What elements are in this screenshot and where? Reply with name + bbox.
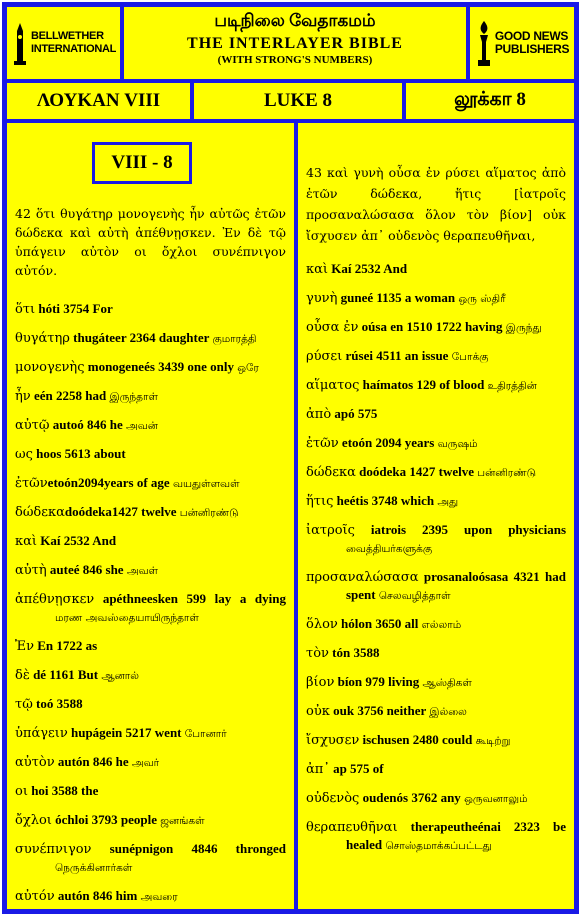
word-entry (15, 666, 286, 685)
word-entry (306, 760, 566, 779)
translit-strong-english: dé 1161 But (29, 667, 102, 682)
greek-word: ρύσει (306, 349, 343, 364)
word-entry (306, 615, 566, 634)
tamil-gloss: இருந்தாள் (109, 391, 158, 403)
tamil-gloss: வருஷம் (437, 438, 478, 450)
word-entry (15, 887, 286, 906)
torch-icon (475, 20, 493, 66)
translit-strong-english: toó 3588 (32, 696, 83, 711)
greek-word: αὐτῷ (15, 418, 50, 433)
greek-word: ἥτις (306, 494, 334, 509)
greek-word: ἀπ᾽ (306, 762, 330, 777)
translit-strong-english: iatrois 2395 upon physicians (354, 522, 566, 537)
good-news-logo (467, 4, 577, 82)
translit-strong-english: sunépnigon 4846 thronged (91, 841, 286, 856)
word-entry (15, 532, 286, 551)
greek-word: θυγάτηρ (15, 331, 70, 346)
greek-word: τὸν (306, 646, 329, 661)
word-entry (306, 731, 566, 750)
tamil-gloss: செலவழித்தாள் (378, 590, 451, 602)
translit-strong-english: oudenós 3762 any (359, 790, 465, 805)
word-entry (15, 782, 286, 801)
greek-word: ὄχλοι (15, 813, 52, 828)
translit-strong-english: hólon 3650 all (337, 616, 422, 631)
title-subtitle: (WITH STRONG'S NUMBERS) (217, 54, 373, 66)
verse-43-text: 43 καὶ γυνὴ οὖσα ἐν ρύσει αἵματος ἀπὸ ἐτῶν δώδεκα, ἥτις [ἰατροῖς προσαναλώσασα ὅλον τὸν βίον] οὐκ ἴσχυσεν ἀπ᾽ οὐδενὸς θεραπευθῆναι, (306, 165, 566, 243)
word-entry (15, 358, 286, 377)
translit-strong-english: prosanaloósasa 4321 had spent (346, 569, 566, 602)
translit-strong-english: guneé 1135 a woman (337, 290, 459, 305)
tamil-gloss: போக்கு (451, 351, 489, 363)
translit-strong-english: óchloi 3793 people (51, 812, 161, 827)
greek-word: ὑπάγειν (15, 726, 68, 741)
word-entry (15, 561, 286, 580)
tamil-gloss: இல்லை (429, 706, 467, 718)
tamil-gloss: உதிரத்தின் (487, 380, 537, 392)
tamil-gloss: வயதுள்ளவள் (172, 478, 240, 490)
word-entry (15, 445, 286, 464)
translit-strong-english: ap 575 of (329, 761, 384, 776)
word-entry (15, 300, 286, 319)
greek-word: οι (15, 784, 28, 799)
tamil-gloss: போனார் (184, 728, 227, 740)
greek-word: προσαναλώσασα (306, 570, 419, 585)
translit-strong-english: Kaí 2532 And (37, 533, 117, 548)
word-entry (306, 789, 566, 808)
greek-word: τῷ (15, 697, 33, 712)
tamil-gloss: அவரை (140, 891, 178, 903)
translit-strong-english: apéthneesken 599 lay a dying (94, 591, 286, 606)
left-entries (15, 300, 286, 906)
translit-strong-english: etoón 2094 years (338, 435, 438, 450)
translit-strong-english: tón 3588 (328, 645, 380, 660)
word-entry (15, 811, 286, 830)
book-greek: ΛΟΥΚΑΝ VIII (4, 80, 193, 122)
tamil-gloss: வைத்தியர்களுக்கு (346, 543, 433, 555)
tamil-gloss: மரண அவஸ்தையாயிருந்தாள் (55, 612, 199, 624)
greek-word: συνέπνιγον (15, 842, 92, 857)
greek-word: ἰατροῖς (306, 523, 355, 538)
greek-word: καὶ (306, 262, 329, 277)
word-entry (306, 318, 566, 337)
word-entry (306, 376, 566, 395)
greek-word: θεραπευθῆναι (306, 820, 398, 835)
greek-word: αὐτὴ (15, 563, 47, 578)
translit-strong-english: autón 846 he (54, 754, 132, 769)
tamil-gloss: அது (437, 496, 459, 508)
book-english: LUKE 8 (191, 80, 405, 122)
book-tamil: லூக்கா 8 (403, 80, 577, 122)
tamil-gloss: ஜனங்கள் (160, 815, 205, 827)
word-entry (15, 503, 286, 522)
word-entry (15, 387, 286, 406)
greek-word: ἀπὸ (306, 407, 332, 422)
greek-word: ὅλον (306, 617, 338, 632)
right-entries (306, 260, 566, 855)
translit-strong-english: hoos 5613 about (32, 446, 126, 461)
tamil-gloss: ஒரே (237, 362, 259, 374)
greek-word: αὐτὸν (15, 755, 55, 770)
word-entry (306, 521, 566, 558)
bellwether-logo (4, 4, 123, 82)
greek-word: δώδεκα (306, 465, 356, 480)
translit-strong-english: En 1722 as (34, 638, 98, 653)
word-entry (306, 673, 566, 692)
greek-word: βίον (306, 675, 335, 690)
word-entry (306, 818, 566, 855)
greek-word: μονογενὴς (15, 360, 85, 375)
translit-strong-english: heétis 3748 which (333, 493, 438, 508)
word-entry (15, 474, 286, 493)
tamil-gloss: நெருக்கினார்கள் (55, 862, 133, 874)
word-entry (15, 695, 286, 714)
logo-line1: BELLWETHER (30, 30, 104, 42)
logo-line2: INTERNATIONAL (30, 43, 117, 55)
greek-word: ἀπέθνῃσκεν (15, 592, 95, 607)
translit-strong-english: autoó 846 he (49, 417, 127, 432)
greek-word: οὐκ (306, 704, 330, 719)
greek-word: ἐτῶν (15, 476, 48, 491)
tamil-gloss: ஒருவனாலும் (464, 793, 528, 805)
translit-strong-english: doódeka 1427 twelve (355, 464, 478, 479)
word-entry (306, 289, 566, 308)
greek-word: ως (15, 447, 33, 462)
word-entry (306, 260, 566, 279)
tamil-gloss: சொஸ்தமாக்கப்பட்டது (385, 840, 492, 852)
title-english: THE INTERLAYER BIBLE (187, 35, 403, 52)
title-tamil: படிநிலை வேதாகமம் (214, 11, 376, 30)
word-entry (15, 840, 286, 877)
translit-strong-english: eén 2258 had (30, 388, 110, 403)
tamil-gloss: இருந்து (505, 322, 542, 334)
greek-word: ἦν (15, 389, 31, 404)
word-entry (306, 347, 566, 366)
tamil-gloss: பன்னிரண்டு (179, 507, 239, 519)
greek-word: καὶ (15, 534, 38, 549)
tamil-gloss: அவள் (126, 565, 159, 577)
translit-strong-english: apó 575 (331, 406, 378, 421)
word-entry (306, 644, 566, 663)
word-entry (306, 568, 566, 605)
translit-strong-english: doódeka1427 twelve (64, 504, 180, 519)
greek-word: αὐτόν (15, 889, 55, 904)
greek-word: δὲ (15, 668, 30, 683)
translit-strong-english: Kaí 2532 And (328, 261, 408, 276)
translit-strong-english: hóti 3754 For (35, 301, 113, 316)
tamil-gloss: ஆனால் (101, 670, 139, 682)
greek-word: αἵματος (306, 378, 360, 393)
tamil-gloss: பன்னிரண்டு (477, 467, 536, 479)
translit-strong-english: etoón2094years of age (47, 475, 173, 490)
tamil-gloss: அவன் (126, 420, 158, 432)
word-entry (15, 329, 286, 348)
word-entry (306, 702, 566, 721)
greek-word: ἐτῶν (306, 436, 339, 451)
tamil-gloss: எல்லாம் (421, 619, 462, 631)
greek-word: οὖσα ἐν (306, 320, 359, 335)
word-entry (15, 637, 286, 656)
tamil-gloss: அவர் (131, 757, 160, 769)
translit-strong-english: haímatos 129 of blood (359, 377, 488, 392)
translit-strong-english: bíon 979 living (334, 674, 423, 689)
verse-42-text: 42 ὅτι θυγάτηρ μονογενὴς ἦν αὐτῶς ἐτῶν δώδεκα καὶ αὐτὴ ἀπέθνῃσκεν. Ἐν δὲ τῷ ὑπάγειν αὐτὸν οι ὄχλοι συνέπνιγον αὐτόν. (15, 206, 286, 278)
greek-word: γυνὴ (306, 291, 338, 306)
greek-word: ἴσχυσεν (306, 733, 360, 748)
word-entry (15, 416, 286, 435)
right-column (298, 120, 574, 912)
translit-strong-english: oúsa en 1510 1722 having (358, 319, 506, 334)
translit-strong-english: ischusen 2480 could (359, 732, 476, 747)
translit-strong-english: therapeutheénai 2323 be healed (346, 819, 566, 852)
word-entry (15, 724, 286, 743)
tamil-gloss: கூடிற்று (475, 735, 511, 747)
bell-tower-icon (11, 21, 29, 65)
translit-strong-english: auteé 846 she (46, 562, 127, 577)
title-block (121, 4, 469, 82)
translit-strong-english: autón 846 him (54, 888, 141, 903)
word-entry (306, 405, 566, 424)
translit-strong-english: rúsei 4511 an issue (342, 348, 452, 363)
greek-word: Ἐν (15, 639, 34, 654)
greek-word: οὐδενὸς (306, 791, 360, 806)
translit-strong-english: monogeneés 3439 one only (84, 359, 238, 374)
greek-word: ὅτι (15, 302, 36, 317)
word-entry (15, 753, 286, 772)
left-column (7, 120, 294, 912)
page (2, 2, 579, 914)
word-entry (15, 590, 286, 627)
tamil-gloss: குமாரத்தி (212, 333, 257, 345)
greek-word: δώδεκα (15, 505, 65, 520)
word-entry (306, 492, 566, 511)
translit-strong-english: hoi 3588 the (27, 783, 99, 798)
translit-strong-english: ouk 3756 neither (329, 703, 430, 718)
logo-line1: GOOD NEWS (494, 29, 569, 43)
verse-label: VIII - 8 (92, 142, 192, 184)
tamil-gloss: ஒரு ஸ்திரீ (458, 293, 506, 305)
word-entry (306, 463, 566, 482)
translit-strong-english: thugáteer 2364 daughter (69, 330, 213, 345)
translit-strong-english: hupágein 5217 went (67, 725, 185, 740)
logo-line2: PUBLISHERS (494, 42, 570, 56)
word-entry (306, 434, 566, 453)
tamil-gloss: ஆஸ்திகள் (422, 677, 472, 689)
